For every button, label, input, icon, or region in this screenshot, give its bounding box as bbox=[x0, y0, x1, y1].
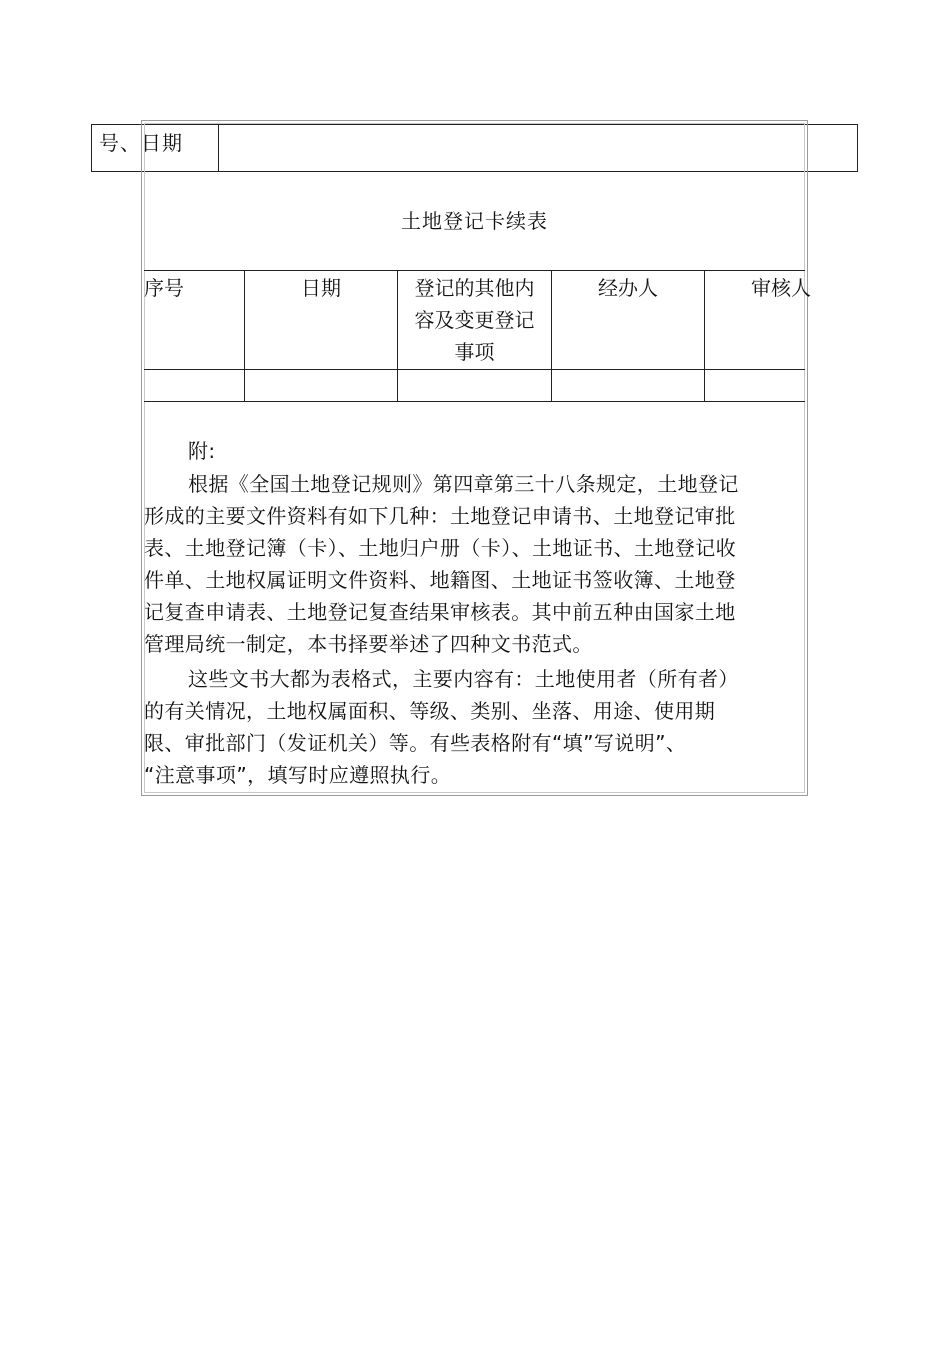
note-heading: 附: bbox=[188, 439, 216, 463]
note-line: 件单、土地权属证明文件资料、地籍图、土地证书签收簿、土地登 bbox=[144, 568, 736, 592]
note-line: 形成的主要文件资料有如下几种：土地登记申请书、土地登记审批 bbox=[144, 504, 736, 528]
header-serial-number: 序号 bbox=[144, 276, 184, 300]
note-line: 根据《全国土地登记规则》第四章第三十八条规定，土地登记 bbox=[188, 472, 739, 496]
note-line: “注意事项”，填写时应遵照执行。 bbox=[144, 763, 452, 787]
header-other-content-line3: 事项 bbox=[454, 340, 495, 364]
header-other-content-line1: 登记的其他内 bbox=[414, 276, 535, 300]
note-line: 管理局统一制定，本书择要举述了四种文书范式。 bbox=[144, 632, 593, 656]
header-handler: 经办人 bbox=[598, 276, 658, 300]
card-title: 土地登记卡续表 bbox=[401, 209, 548, 233]
note-line: 的有关情况，土地权属面积、等级、类别、坐落、用途、使用期 bbox=[144, 699, 716, 723]
note-line: 这些文书大都为表格式，主要内容有：土地使用者（所有者） bbox=[188, 667, 739, 691]
header-date: 日期 bbox=[301, 276, 341, 300]
top-row-label: 号、日期 bbox=[99, 131, 183, 155]
note-line: 限、审批部门（发证机关）等。有些表格附有“填”写说明”、 bbox=[144, 731, 687, 755]
note-line: 记复查申请表、土地登记复查结果审核表。其中前五种由国家土地 bbox=[144, 600, 736, 624]
header-other-content-line2: 容及变更登记 bbox=[414, 308, 535, 332]
note-line: 表、土地登记簿（卡）、土地归户册（卡）、土地证书、土地登记收 bbox=[144, 536, 736, 560]
header-reviewer: 审核人 bbox=[751, 276, 811, 300]
table-col-divider-4 bbox=[704, 270, 705, 402]
